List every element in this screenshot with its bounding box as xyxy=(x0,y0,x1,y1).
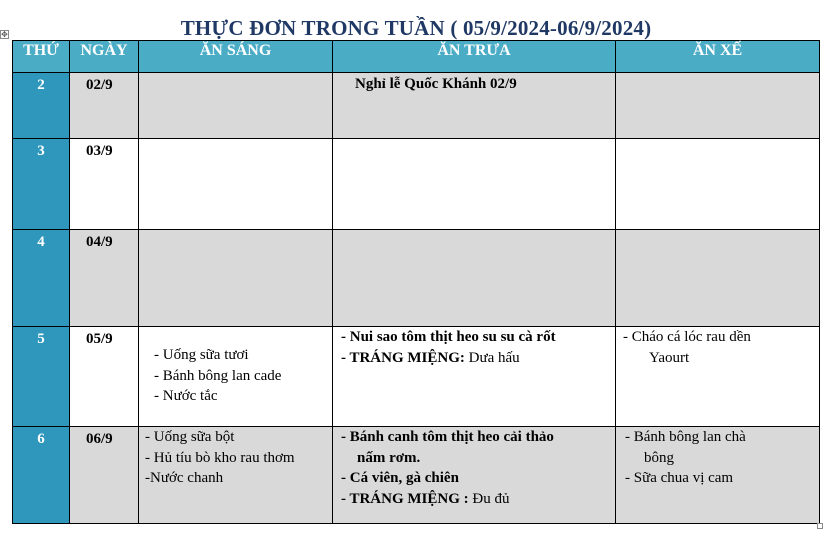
breakfast-cell[interactable] xyxy=(139,230,333,327)
date-cell[interactable]: 06/9 xyxy=(70,427,139,524)
table-row xyxy=(13,427,820,524)
snack-item: - Bánh bông lan chà xyxy=(625,429,746,445)
header-row xyxy=(13,41,820,73)
breakfast-item: - Uống sữa tươi xyxy=(154,347,249,363)
dessert-value: Dưa hấu xyxy=(464,349,520,366)
day-cell[interactable]: 4 xyxy=(13,230,70,327)
snack-item: Yaourt xyxy=(649,349,690,366)
date-cell[interactable]: 02/9 xyxy=(70,73,139,139)
day-cell[interactable]: 2 xyxy=(13,73,70,139)
table-row xyxy=(13,327,820,427)
page-title: THỰC ĐƠN TRONG TUẦN ( 05/9/2024-06/9/2024) xyxy=(180,16,652,40)
lunch-cell[interactable] xyxy=(333,73,616,139)
date-cell[interactable]: 04/9 xyxy=(70,230,139,327)
lunch-item: - Cá viên, gà chiên xyxy=(341,470,459,486)
snack-cell[interactable] xyxy=(616,327,820,427)
table-move-handle-icon[interactable]: ✥ xyxy=(1,30,8,39)
date-cell[interactable]: 03/9 xyxy=(70,139,139,230)
dessert-value: Đu đủ xyxy=(468,490,510,507)
table-resize-handle[interactable] xyxy=(817,523,823,529)
header-an-sang: ĂN SÁNG xyxy=(139,41,333,73)
header-thu: THỨ xyxy=(13,41,70,73)
day-cell[interactable]: 3 xyxy=(13,139,70,230)
menu-table xyxy=(12,40,820,524)
table-row xyxy=(13,73,820,139)
breakfast-cell[interactable] xyxy=(139,427,333,524)
table-row xyxy=(13,230,820,327)
snack-item: bông xyxy=(644,449,674,466)
dessert-label: - TRÁNG MIỆNG : xyxy=(341,490,469,507)
lunch-cell[interactable] xyxy=(333,327,616,427)
dessert-label: - TRÁNG MIỆNG: xyxy=(341,349,465,366)
lunch-cell[interactable] xyxy=(333,427,616,524)
snack-cell[interactable] xyxy=(616,73,820,139)
header-an-trua: ĂN TRƯA xyxy=(333,41,616,73)
snack-item: - Cháo cá lóc rau dền xyxy=(623,329,751,345)
snack-item: - Sữa chua vị cam xyxy=(625,470,734,486)
breakfast-item: - Hủ tíu bò kho rau thơm xyxy=(145,449,295,466)
lunch-cell[interactable] xyxy=(333,139,616,230)
snack-cell[interactable] xyxy=(616,230,820,327)
header-an-xe: ĂN XẾ xyxy=(616,41,820,73)
lunch-item: nấm rơm. xyxy=(357,449,421,466)
dessert-line xyxy=(341,489,615,510)
breakfast-item: - Uống sữa bột xyxy=(145,429,235,445)
dessert-line xyxy=(341,348,615,369)
breakfast-cell[interactable] xyxy=(139,73,333,139)
snack-cell[interactable] xyxy=(616,139,820,230)
breakfast-item: -Nước chanh xyxy=(145,470,224,486)
snack-cell[interactable] xyxy=(616,427,820,524)
breakfast-cell[interactable] xyxy=(139,139,333,230)
day-cell[interactable]: 5 xyxy=(13,327,70,427)
breakfast-item: - Bánh bông lan cade xyxy=(154,367,282,384)
lunch-cell[interactable] xyxy=(333,230,616,327)
lunch-item: - Bánh canh tôm thịt heo cải thảo xyxy=(341,429,554,445)
day-cell[interactable]: 6 xyxy=(13,427,70,524)
lunch-item: - Nui sao tôm thịt heo su su cà rốt xyxy=(341,329,556,345)
breakfast-item: - Nước tắc xyxy=(154,388,218,404)
date-cell[interactable]: 05/9 xyxy=(70,327,139,427)
table-row xyxy=(13,139,820,230)
header-ngay: NGÀY xyxy=(70,41,139,73)
holiday-note: Nghỉ lễ Quốc Khánh 02/9 xyxy=(355,76,517,92)
breakfast-cell[interactable] xyxy=(139,327,333,427)
